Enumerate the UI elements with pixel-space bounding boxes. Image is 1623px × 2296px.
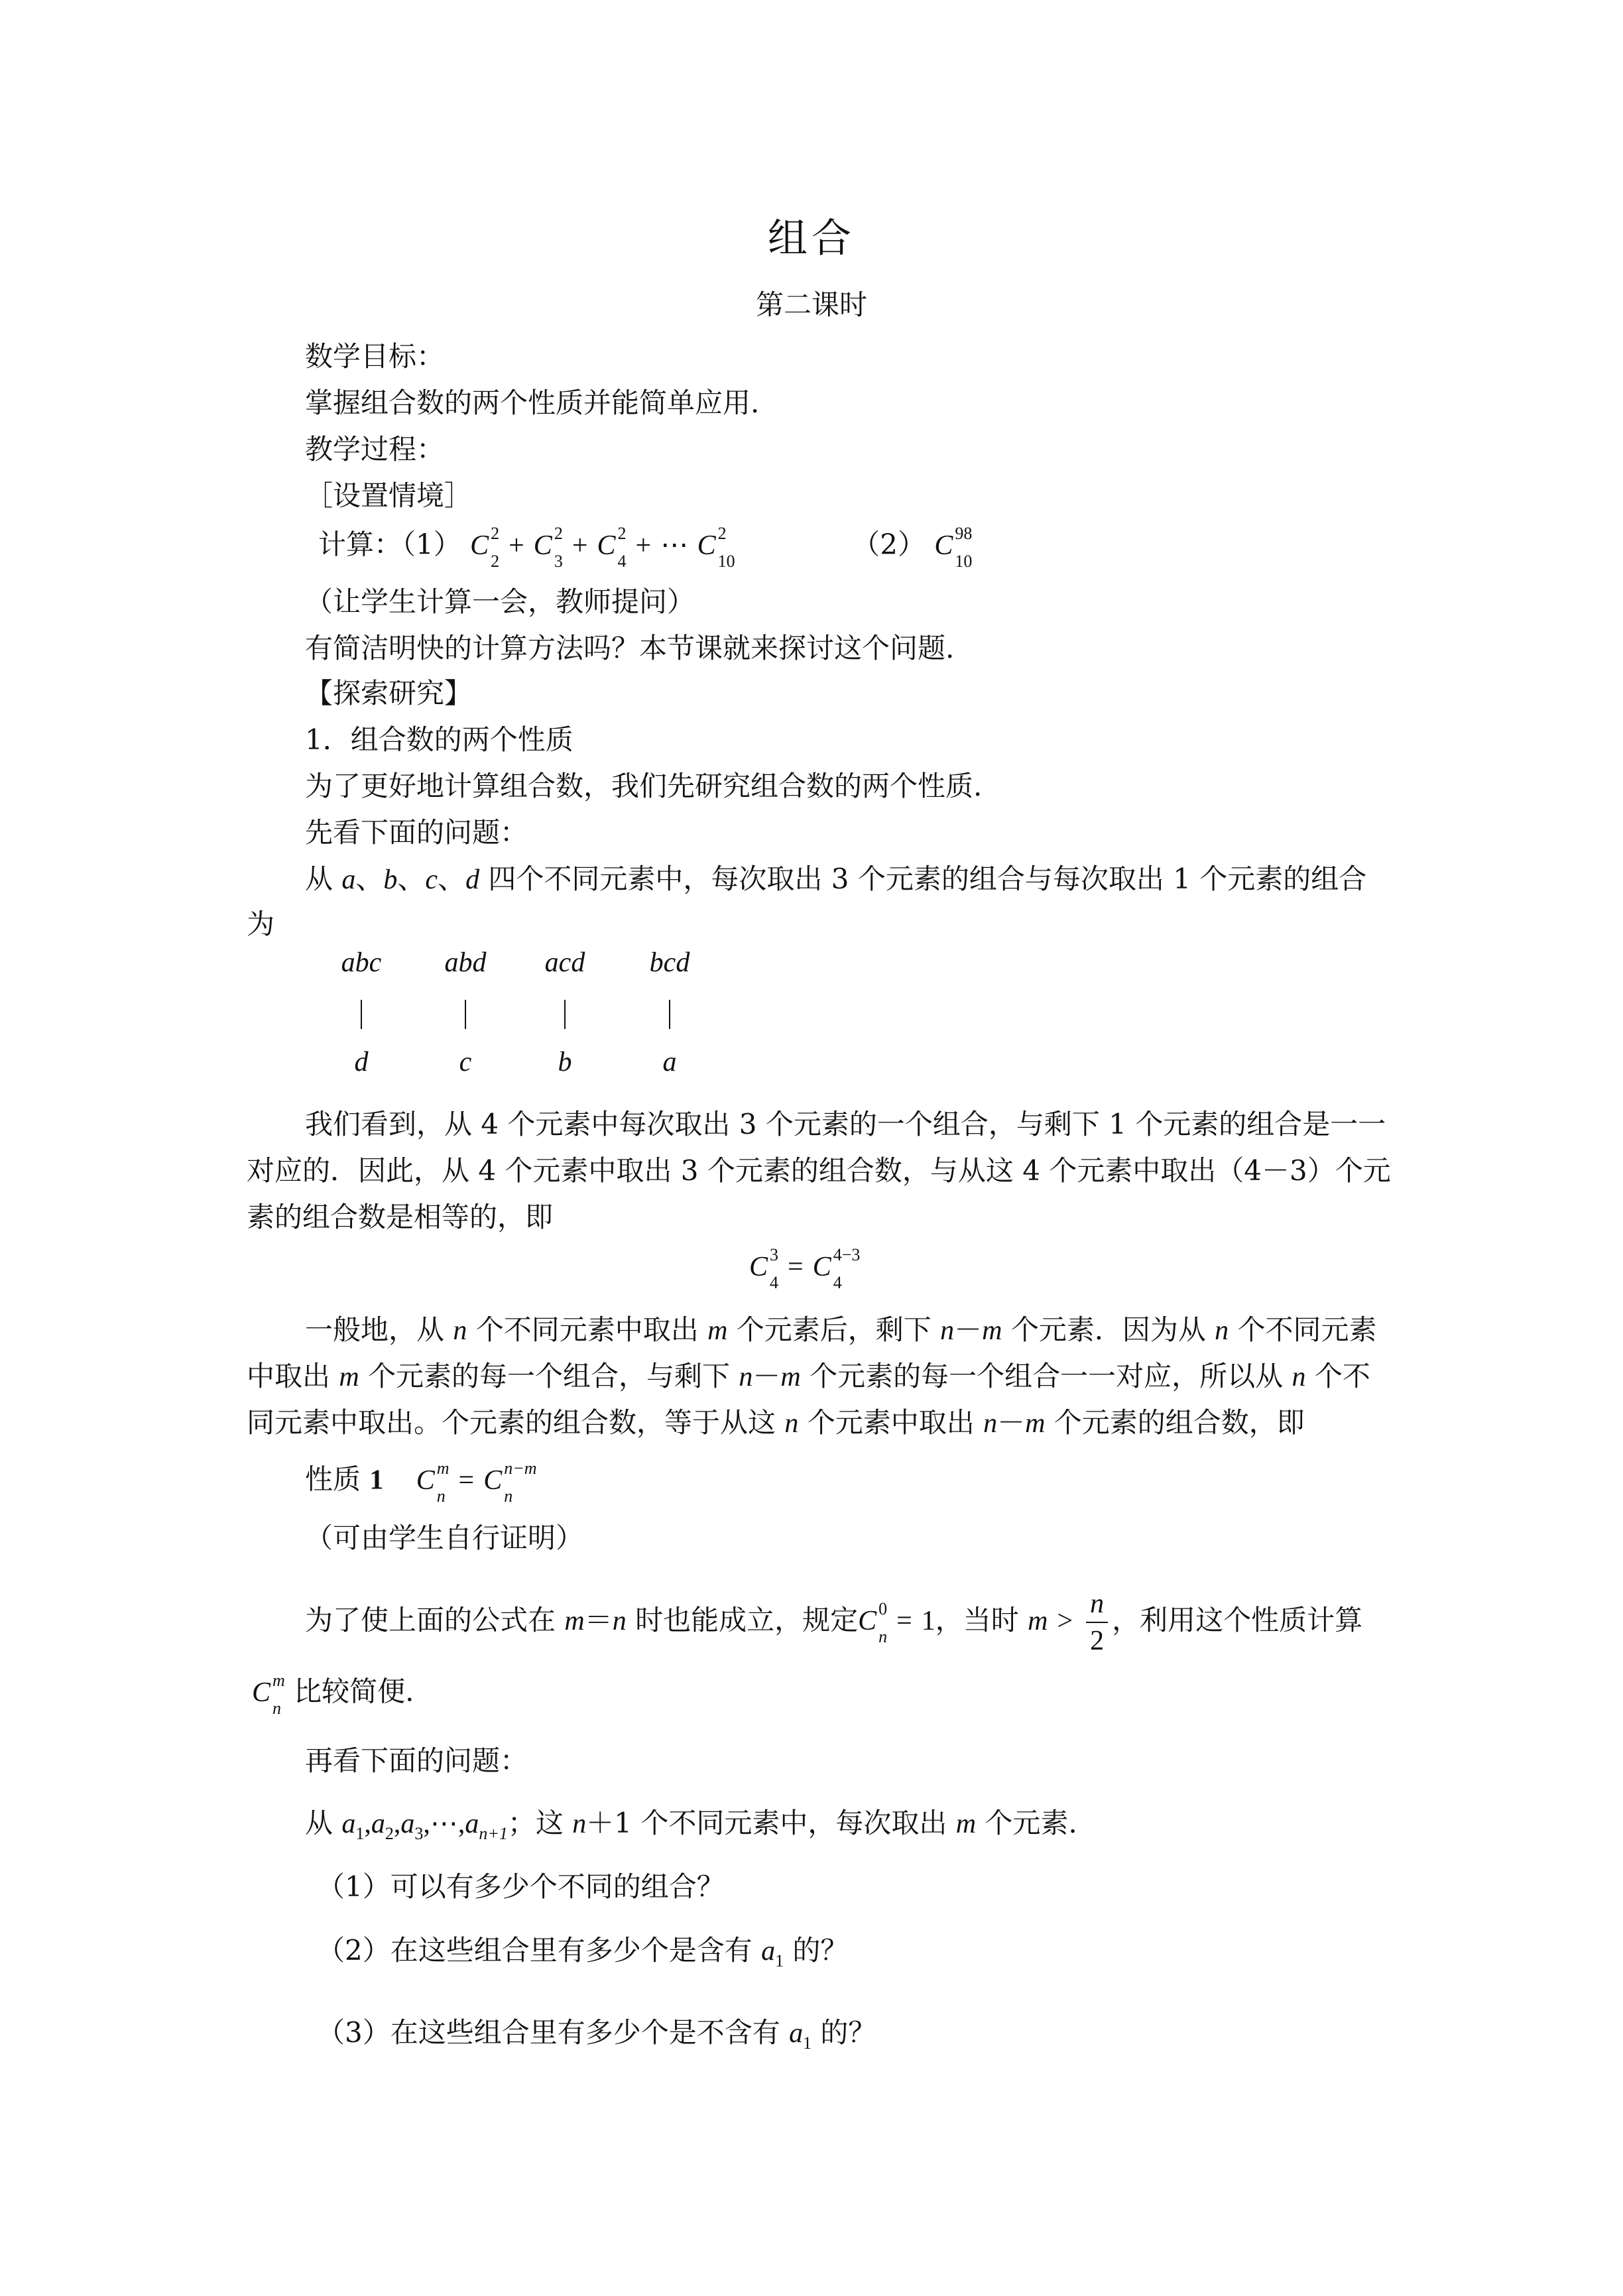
comb-term: C 2 10 xyxy=(697,524,735,571)
paragraph: 从 $a_1,a_2,a_3,\cdots,a_{n+1}$；这 n＋1 个不同元素中，每次取出 m 个元素. xyxy=(305,1807,1077,1843)
comb-term: C 2 4 xyxy=(597,524,627,571)
calc-part2-label: （2） xyxy=(852,528,926,561)
comb-term: C 98 10 xyxy=(934,524,973,571)
fraction: $\frac{n}{2}$ xyxy=(1086,1590,1108,1655)
explore-heading: 【探索研究】 xyxy=(305,677,473,709)
objective-text: 掌握组合数的两个性质并能简单应用. xyxy=(305,387,760,419)
connector-line xyxy=(669,1000,670,1029)
combo-label: abc xyxy=(341,947,382,978)
element-label: c xyxy=(459,1047,472,1077)
paragraph: 为了使上面的公式在 m＝n 时也能成立，规定C 0 n = 1，当时 m > $\frac{n}{2}$ ，利用这个性质计算 xyxy=(305,1589,1363,1656)
intro-text: 为了更好地计算组合数，我们先研究组合数的两个性质. xyxy=(305,770,983,802)
element-label: d xyxy=(354,1047,369,1077)
paragraph-cont: 为 xyxy=(247,908,275,940)
look-text: 先看下面的问题： xyxy=(305,816,528,849)
question-2: （2）在这些组合里有多少个是含有 $a_1$ 的？ xyxy=(317,1934,849,1970)
connector-line xyxy=(465,1000,466,1029)
element-label: b xyxy=(558,1047,572,1077)
combo-label: abd xyxy=(444,947,487,978)
paragraph: 从 a、b、c、d 四个不同元素中，每次取出 3 个元素的组合与每次取出 1 个元素的组合 xyxy=(305,863,1367,895)
comb-term: C 2 2 xyxy=(470,524,500,571)
paragraph-cont: 同元素中取出。个元素的组合数，等于从这 n 个元素中取出 n－m 个元素的组合数，即 xyxy=(247,1406,1305,1439)
paragraph-cont: 素的组合数是相等的，即 xyxy=(247,1201,554,1233)
scene-heading: ［设置情境］ xyxy=(305,479,473,512)
plus-sign: + xyxy=(509,530,524,561)
teacher-note: （让学生计算一会，教师提问） xyxy=(305,585,695,618)
calc-prefix: 计算：（1） xyxy=(318,528,461,561)
paragraph: 我们看到，从 4 个元素中每次取出 3 个元素的一个组合，与剩下 1 个元素的组合是一一 xyxy=(305,1108,1386,1140)
connector-line xyxy=(564,1000,566,1029)
lesson-subtitle: 第二课时 xyxy=(755,288,867,321)
connector-line xyxy=(361,1000,362,1029)
ellipsis: ⋯ xyxy=(660,530,689,561)
question-3: （3）在这些组合里有多少个是不含有 $a_1$ 的？ xyxy=(317,2016,876,2053)
combo-label: bcd xyxy=(649,947,690,978)
plus-sign: + xyxy=(635,530,652,561)
process-heading: 教学过程： xyxy=(305,433,445,465)
paragraph-cont: 中取出 m 个元素的每一个组合，与剩下 n－m 个元素的每一个组合一一对应，所以从 n 个不 xyxy=(247,1360,1370,1392)
paragraph: 一般地，从 n 个不同元素中取出 m 个元素后，剩下 n－m 个元素．因为从 n 个不同元素 xyxy=(305,1313,1377,1346)
combo-label: acd xyxy=(544,947,585,978)
objective-heading: 数学目标： xyxy=(305,340,445,373)
question-text: 有简洁明快的计算方法吗？本节课就来探讨这个问题. xyxy=(305,632,955,664)
paragraph-cont: 对应的．因此，从 4 个元素中取出 3 个元素的组合数，与从这 4 个元素中取出（4－3）个元 xyxy=(247,1154,1391,1187)
calc-line xyxy=(318,525,972,570)
property-1: 性质 1 C m n = C n−m n xyxy=(305,1459,537,1506)
paragraph-cont: C m n 比较简便. xyxy=(252,1671,414,1718)
question-1: （1）可以有多少个不同的组合？ xyxy=(317,1870,725,1903)
comb-term: C 2 3 xyxy=(533,524,563,571)
page-title: 组合 xyxy=(768,215,855,262)
element-label: a xyxy=(662,1047,677,1077)
equation: C 3 4 = C 4−3 4 xyxy=(749,1245,861,1292)
proof-note: （可由学生自行证明） xyxy=(305,1522,584,1554)
look-text: 再看下面的问题： xyxy=(305,1744,528,1777)
plus-sign: + xyxy=(571,530,588,561)
section-heading: 1．组合数的两个性质 xyxy=(305,723,573,756)
